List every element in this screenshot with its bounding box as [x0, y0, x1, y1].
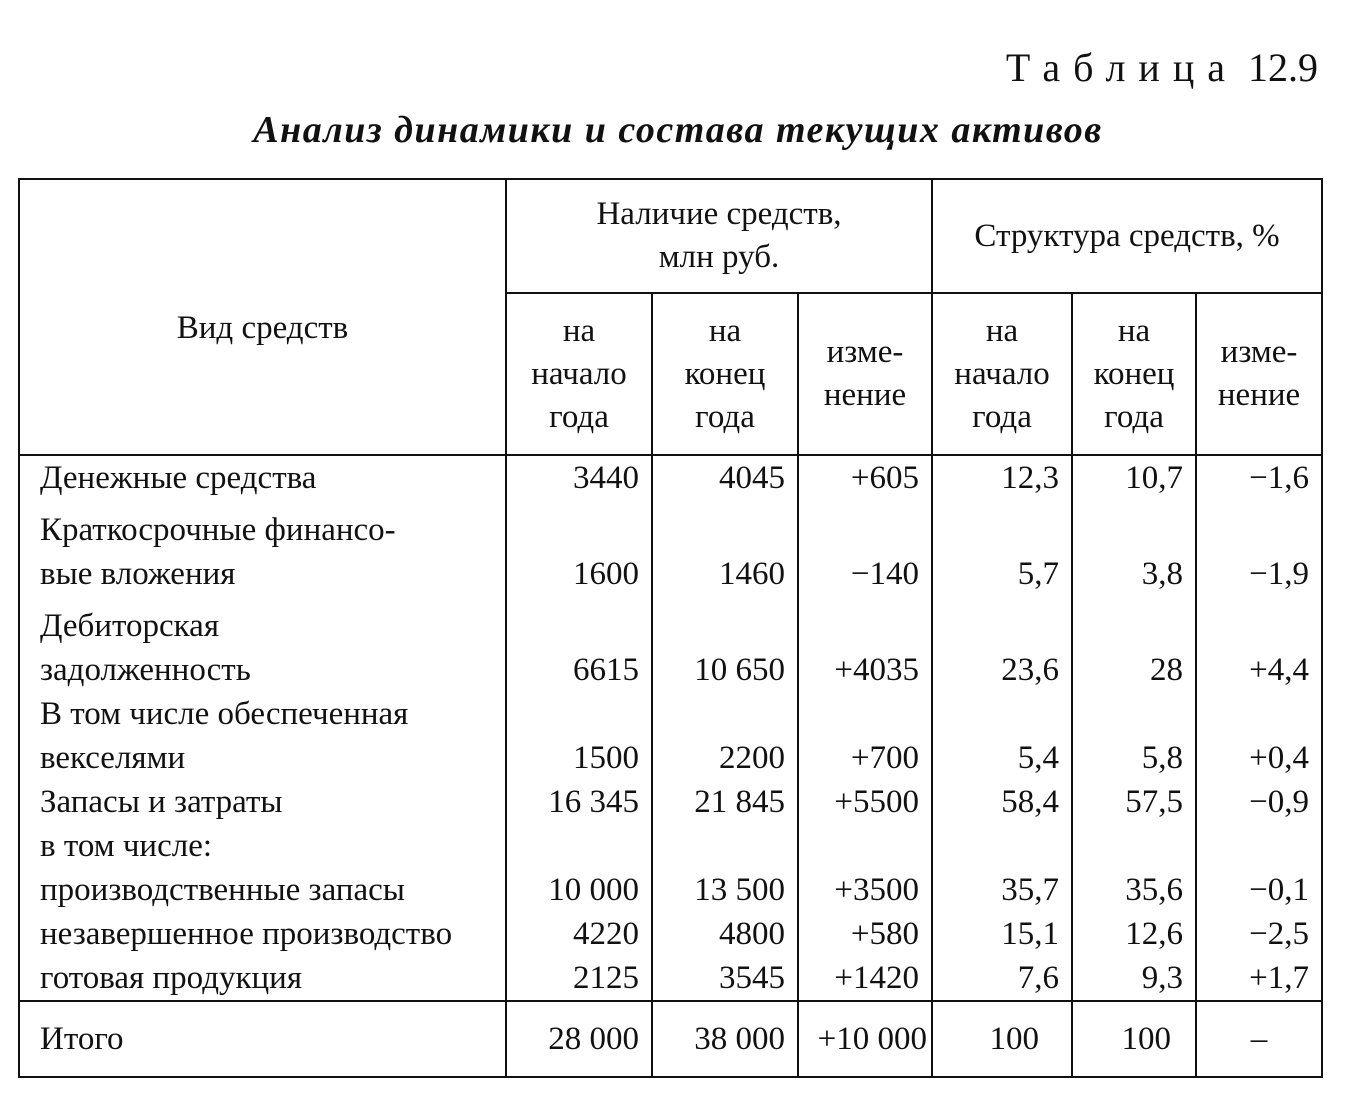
cell-structure-start: 5,7 — [932, 500, 1072, 596]
header-structure-start — [932, 293, 1072, 455]
cell-amount-start: 6615 — [506, 596, 652, 692]
cell-amount-change: +580 — [798, 912, 932, 956]
cell-structure-start: 23,6 — [932, 596, 1072, 692]
cell-amount-end: 4045 — [652, 455, 798, 500]
cell-amount-start: 2125 — [506, 956, 652, 1001]
header-amount-start-l2: начало — [531, 355, 627, 392]
row-label — [19, 824, 506, 912]
header-structure-change — [1196, 293, 1322, 455]
cell-amount-change: −140 — [798, 500, 932, 596]
cell-structure-start: 7,6 — [932, 956, 1072, 1001]
header-amount-change-l1: изме- — [826, 334, 904, 370]
row-label — [19, 780, 506, 824]
header-amount-end-l3: года — [695, 398, 755, 435]
cell-amount-change: +5500 — [798, 780, 932, 824]
cell-amount-start: 10 000 — [506, 824, 652, 912]
row-label-line: Дебиторская — [40, 608, 220, 644]
table-row — [19, 912, 1322, 956]
row-label-line: векселями — [40, 740, 186, 776]
row-label-line: вые вложения — [40, 556, 236, 592]
cell-amount-end: 1460 — [652, 500, 798, 596]
header-amount-end — [652, 293, 798, 455]
cell-structure-change: −0,9 — [1196, 780, 1322, 824]
table-number-word: Таблица — [1005, 45, 1238, 90]
total-amount-end: 38 000 — [652, 1001, 798, 1077]
total-structure-change: – — [1196, 1001, 1322, 1077]
cell-structure-end: 35,6 — [1072, 824, 1196, 912]
header-group-amount-line1: Наличие средств, — [596, 196, 842, 232]
row-label-line: Краткосрочные финансо- — [40, 512, 396, 548]
header-amount-change — [798, 293, 932, 455]
cell-amount-end: 13 500 — [652, 824, 798, 912]
cell-structure-change: −1,9 — [1196, 500, 1322, 596]
current-assets-table — [18, 178, 1323, 1078]
table-number — [1006, 44, 1318, 91]
cell-structure-end: 57,5 — [1072, 780, 1196, 824]
cell-amount-start: 3440 — [506, 455, 652, 500]
row-label — [19, 455, 506, 500]
row-label — [19, 912, 506, 956]
cell-amount-end: 2200 — [652, 692, 798, 780]
header-structure-change-l1: изме- — [1220, 334, 1298, 370]
table-row — [19, 824, 1322, 912]
cell-amount-end: 3545 — [652, 956, 798, 1001]
cell-amount-start: 16 345 — [506, 780, 652, 824]
cell-amount-change: +3500 — [798, 824, 932, 912]
header-amount-start-l3: года — [549, 398, 609, 435]
row-label — [19, 500, 506, 596]
cell-structure-start: 12,3 — [932, 455, 1072, 500]
header-structure-end-l1: на — [1117, 312, 1151, 349]
table-row — [19, 455, 1322, 500]
row-label — [19, 956, 506, 1001]
total-label: Итого — [19, 1001, 506, 1077]
cell-amount-start: 4220 — [506, 912, 652, 956]
cell-structure-change: +4,4 — [1196, 596, 1322, 692]
row-label-line: В том числе обеспеченная — [40, 696, 409, 732]
cell-structure-change: −2,5 — [1196, 912, 1322, 956]
header-amount-end-l1: на — [708, 312, 742, 349]
row-label-line: производственные запасы — [40, 872, 405, 908]
header-structure-start-l1: на — [985, 312, 1019, 349]
header-kind: Вид средств — [19, 179, 506, 455]
table-row — [19, 596, 1322, 692]
cell-structure-end: 12,6 — [1072, 912, 1196, 956]
table-row — [19, 692, 1322, 780]
header-structure-end — [1072, 293, 1196, 455]
header-structure-change-l2: нение — [1217, 377, 1301, 413]
cell-structure-end: 3,8 — [1072, 500, 1196, 596]
row-label — [19, 596, 506, 692]
row-label-line: задолженность — [40, 652, 251, 688]
cell-structure-start: 58,4 — [932, 780, 1072, 824]
cell-structure-end: 10,7 — [1072, 455, 1196, 500]
cell-amount-start: 1500 — [506, 692, 652, 780]
table-number-value: 12.9 — [1248, 45, 1318, 90]
total-structure-start: 100 — [932, 1001, 1072, 1077]
cell-amount-end: 21 845 — [652, 780, 798, 824]
cell-amount-end: 4800 — [652, 912, 798, 956]
row-label-line: готовая продукция — [40, 960, 303, 996]
cell-amount-start: 1600 — [506, 500, 652, 596]
cell-structure-end: 5,8 — [1072, 692, 1196, 780]
header-amount-start — [506, 293, 652, 455]
total-row — [19, 1001, 1322, 1077]
table-row — [19, 780, 1322, 824]
header-group-amount — [506, 179, 932, 293]
cell-amount-change: +605 — [798, 455, 932, 500]
table-row — [19, 500, 1322, 596]
header-structure-end-l2: конец — [1093, 355, 1175, 392]
total-structure-end: 100 — [1072, 1001, 1196, 1077]
header-structure-end-l3: года — [1104, 398, 1164, 435]
cell-amount-change: +1420 — [798, 956, 932, 1001]
cell-structure-start: 5,4 — [932, 692, 1072, 780]
row-label-line: Запасы и затраты — [40, 784, 283, 820]
header-amount-start-l1: на — [562, 312, 596, 349]
cell-amount-change: +700 — [798, 692, 932, 780]
row-label — [19, 692, 506, 780]
cell-structure-end: 9,3 — [1072, 956, 1196, 1001]
cell-structure-change: +1,7 — [1196, 956, 1322, 1001]
cell-structure-start: 15,1 — [932, 912, 1072, 956]
header-structure-start-l2: начало — [954, 355, 1050, 392]
table-row — [19, 956, 1322, 1001]
cell-amount-end: 10 650 — [652, 596, 798, 692]
table-title: Анализ динамики и состава текущих активов — [253, 109, 1103, 151]
cell-structure-start: 35,7 — [932, 824, 1072, 912]
header-group-amount-line2: млн руб. — [658, 239, 780, 275]
header-amount-change-l2: нение — [823, 377, 907, 413]
cell-structure-change: +0,4 — [1196, 692, 1322, 780]
row-label-line: незавершенное производство — [40, 916, 453, 952]
total-amount-change: +10 000 — [798, 1001, 932, 1077]
header-structure-start-l3: года — [972, 398, 1032, 435]
total-amount-start: 28 000 — [506, 1001, 652, 1077]
header-group-structure: Структура средств, % — [932, 179, 1322, 293]
cell-amount-change: +4035 — [798, 596, 932, 692]
row-label-line: в том числе: — [40, 828, 213, 864]
row-label-line: Денежные средства — [40, 460, 317, 496]
header-amount-end-l2: конец — [684, 355, 766, 392]
cell-structure-change: −0,1 — [1196, 824, 1322, 912]
cell-structure-change: −1,6 — [1196, 455, 1322, 500]
cell-structure-end: 28 — [1072, 596, 1196, 692]
